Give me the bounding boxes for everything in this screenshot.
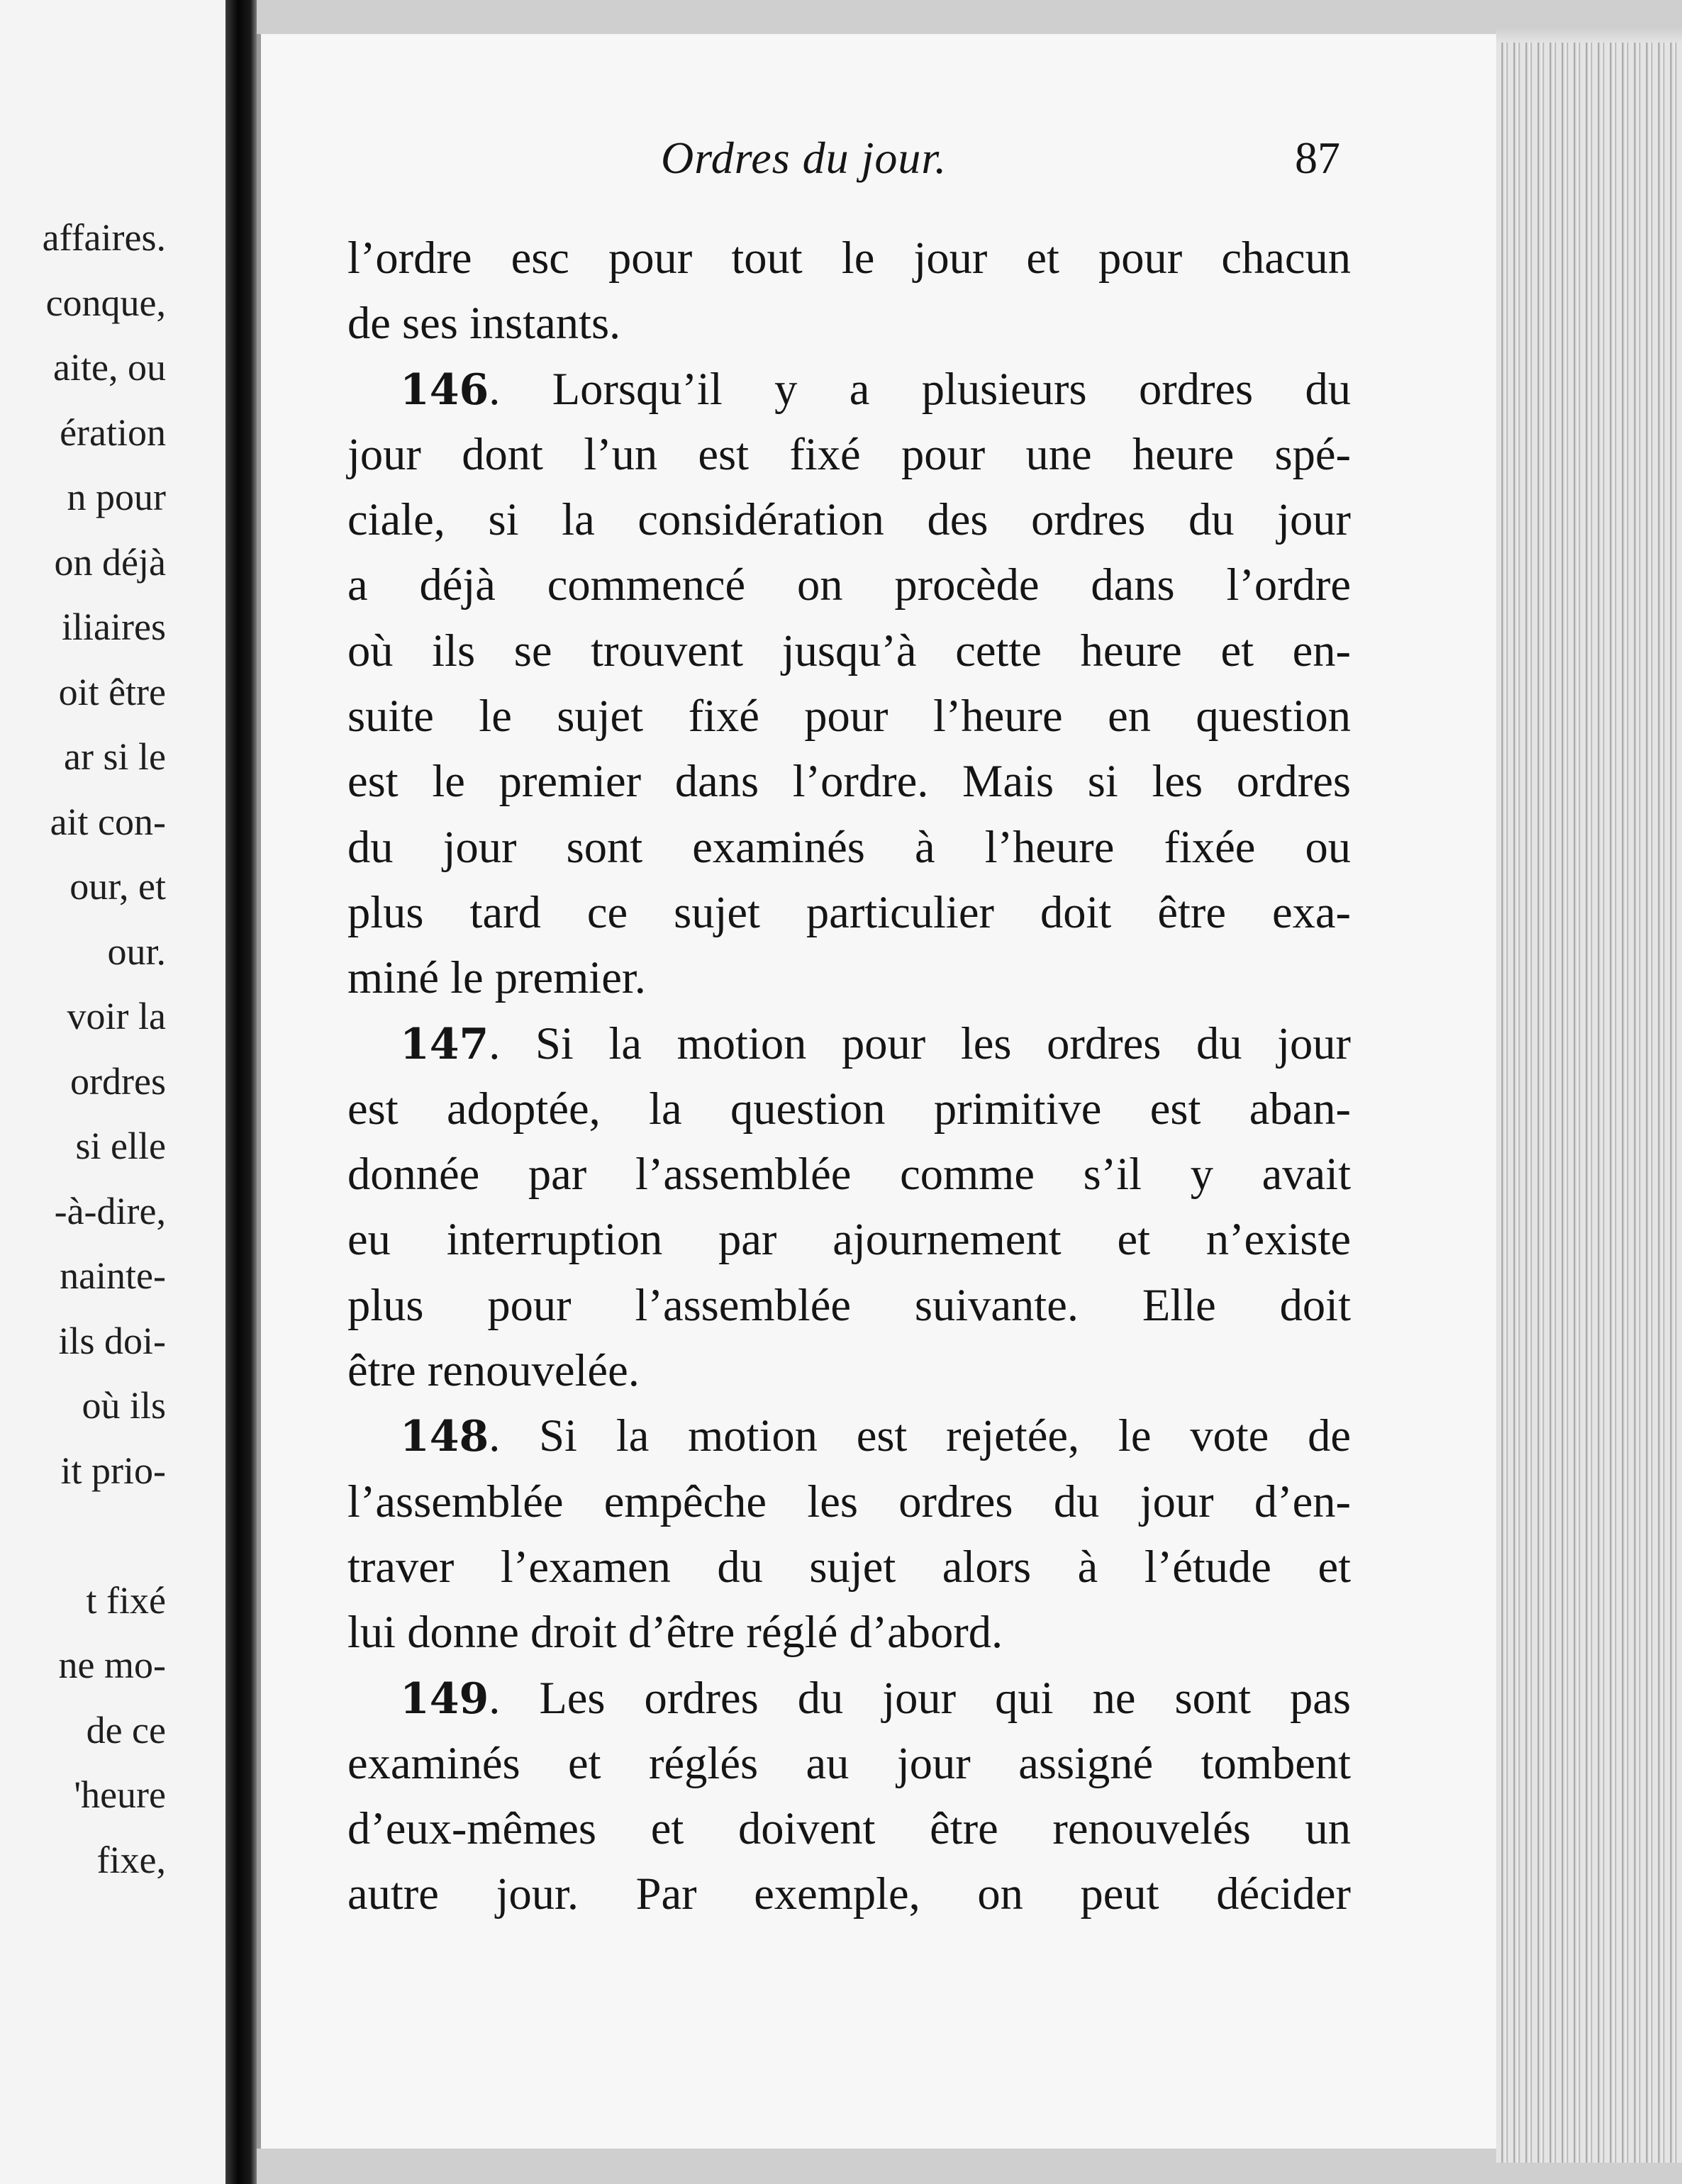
- text-line: [347, 1273, 1351, 1338]
- text-line: [347, 1142, 1351, 1207]
- left-page: [0, 0, 234, 2184]
- line-text: d’eux-mêmes et doivent être renouvelés un: [347, 1803, 1351, 1854]
- left-page-line: conque,: [45, 281, 166, 324]
- line-text: autre jour. Par exemple, on peut décider: [347, 1868, 1351, 1920]
- left-page-line: où ils: [82, 1384, 166, 1427]
- line-text: donnée par l’assemblée comme s’il y avait: [347, 1149, 1351, 1200]
- left-page-line: ordres: [70, 1059, 166, 1103]
- left-page-line: ne mo-: [58, 1644, 166, 1686]
- line-text: est le premier dans l’ordre. Mais si les ordres: [347, 756, 1351, 807]
- left-page-line: iliaires: [62, 606, 166, 648]
- text-line: [347, 1338, 1351, 1403]
- line-text: où ils se trouvent jusqu’à cette heure et en-: [347, 625, 1351, 676]
- left-page-line: -à-dire,: [54, 1189, 166, 1232]
- left-page-line: n pour: [67, 476, 166, 518]
- line-text: jour dont l’un est fixé pour une heure spé-: [347, 428, 1351, 479]
- paragraph-number: 147: [400, 1019, 489, 1069]
- page-stack-edges: [1496, 43, 1682, 2163]
- left-page-line: si elle: [75, 1125, 166, 1167]
- line-text: . Si la motion pour les ordres du jour: [489, 1018, 1351, 1069]
- line-text: . Les ordres du jour qui ne sont pas: [489, 1672, 1351, 1723]
- left-page-line: ération: [60, 411, 166, 454]
- running-title: Ordres du jour.: [661, 133, 947, 183]
- paragraph-start-line: [347, 1011, 1351, 1076]
- right-page-edge: [257, 34, 261, 2149]
- text-line: [347, 291, 1351, 356]
- left-page-line: our.: [107, 930, 166, 973]
- left-page-line: oit être: [58, 670, 166, 713]
- line-text: de ses instants.: [347, 298, 621, 349]
- text-line: [347, 945, 1351, 1010]
- left-page-line: t fixé: [86, 1578, 166, 1622]
- paragraph-number: 149: [400, 1673, 489, 1724]
- text-line: [347, 1207, 1351, 1272]
- text-line: [347, 1731, 1351, 1796]
- paragraph-start-line: [347, 1666, 1351, 1731]
- left-page-line: affaires.: [42, 216, 166, 259]
- paragraph-number: 146: [400, 364, 489, 415]
- line-text: être renouvelée.: [347, 1345, 640, 1396]
- left-page-line: aite, ou: [53, 346, 166, 389]
- left-page-line: it prio-: [60, 1449, 166, 1492]
- left-page-text: [1, 206, 166, 1893]
- text-line: [347, 1796, 1351, 1861]
- line-text: a déjà commencé on procède dans l’ordre: [347, 559, 1351, 611]
- line-text: plus tard ce sujet particulier doit être exa-: [347, 886, 1351, 937]
- left-page-line: [1, 1503, 166, 1569]
- paragraph-start-line: [347, 357, 1351, 422]
- line-text: traver l’examen du sujet alors à l’étude et: [347, 1541, 1351, 1592]
- text-line: [347, 1861, 1351, 1927]
- left-page-line: de ce: [86, 1708, 166, 1751]
- left-page-line: voir la: [67, 995, 166, 1037]
- line-text: examinés et réglés au jour assigné tombent: [347, 1737, 1351, 1788]
- left-page-line: nainte-: [60, 1254, 166, 1297]
- left-page-line: on déjà: [54, 540, 166, 584]
- left-page-line: our, et: [69, 865, 166, 908]
- line-text: suite le sujet fixé pour l’heure en question: [347, 691, 1351, 742]
- line-text: du jour sont examinés à l’heure fixée ou: [347, 821, 1351, 872]
- paragraph-number: 148: [400, 1412, 489, 1462]
- line-text: lui donne droit d’être réglé d’abord.: [347, 1607, 1003, 1658]
- left-page-line: ils doi-: [58, 1319, 166, 1362]
- text-line: [347, 225, 1351, 291]
- book-gutter: [225, 0, 257, 2184]
- line-text: . Lorsqu’il y a plusieurs ordres du: [489, 363, 1351, 414]
- text-line: [347, 552, 1351, 618]
- body-text: [347, 225, 1351, 1927]
- line-text: eu interruption par ajournement et n’existe: [347, 1214, 1351, 1265]
- text-line: [347, 880, 1351, 945]
- text-line: [347, 422, 1351, 487]
- text-line: [347, 1534, 1351, 1600]
- text-line: [347, 684, 1351, 749]
- left-page-line: ait con-: [50, 800, 166, 843]
- paragraph-start-line: [347, 1403, 1351, 1469]
- text-line: [347, 618, 1351, 684]
- left-page-line: 'heure: [74, 1773, 166, 1816]
- text-line: [347, 1469, 1351, 1534]
- page-number: 87: [1295, 133, 1340, 183]
- text-line: [347, 1076, 1351, 1142]
- line-text: ciale, si la considération des ordres du jour: [347, 494, 1351, 545]
- line-text: l’assemblée empêche les ordres du jour d’en-: [347, 1476, 1351, 1527]
- text-line: [347, 1600, 1351, 1665]
- text-line: [347, 487, 1351, 552]
- text-line: [347, 815, 1351, 880]
- line-text: plus pour l’assemblée suivante. Elle doit: [347, 1279, 1351, 1330]
- line-text: . Si la motion est rejetée, le vote de: [489, 1410, 1351, 1461]
- line-text: l’ordre esc pour tout le jour et pour chacun: [347, 233, 1351, 283]
- line-text: est adoptée, la question primitive est aban-: [347, 1083, 1351, 1134]
- text-line: [347, 749, 1351, 814]
- line-text: miné le premier.: [347, 952, 646, 1003]
- left-page-line: ar si le: [64, 735, 166, 778]
- left-page-line: fixe,: [96, 1838, 166, 1881]
